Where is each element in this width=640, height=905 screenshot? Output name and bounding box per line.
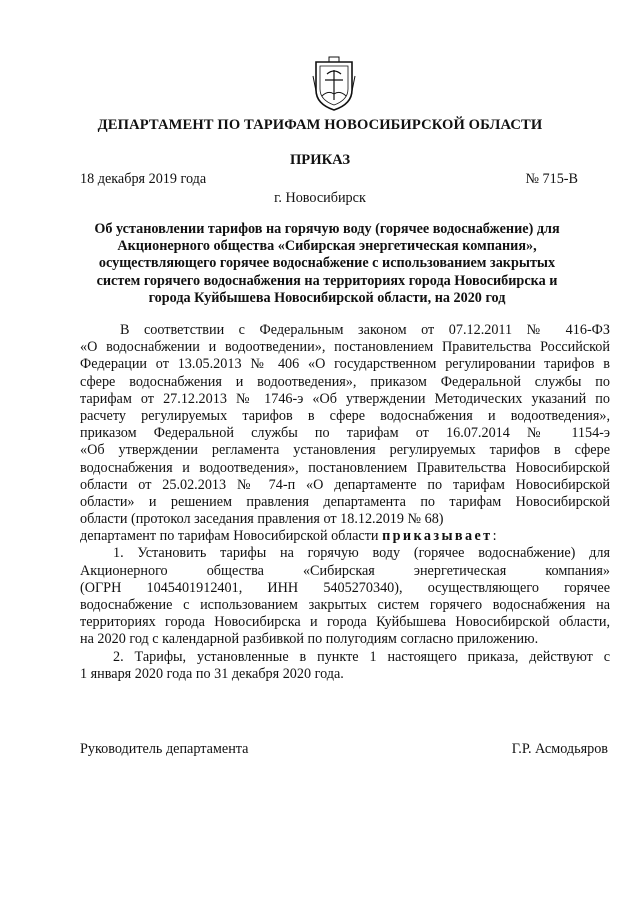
- item1-line: (ОГРН 1045401912401, ИНН 5405270340), осуществляющего горячее: [80, 579, 610, 596]
- signature-position: Руководитель департамента: [80, 741, 249, 757]
- subject-line: осуществляющего горячее водоснабжение с использованием закрытых: [98, 255, 556, 272]
- preamble-line: «Об утверждении регламента установления регулируемых тарифов в сфере: [80, 442, 610, 459]
- order-subject: [92, 221, 562, 307]
- decree-line: [80, 528, 610, 545]
- decree-intro: департамент по тарифам Новосибирской области: [80, 528, 383, 545]
- item1-line: Акционерного общества «Сибирская энергетическая компания»: [80, 562, 610, 579]
- preamble-line: тарифам от 27.12.2013 № 1746-э «Об утверждении Методических указаний по: [80, 390, 610, 407]
- item2-line: 2. Тарифы, установленные в пункте 1 настоящего приказа, действуют с: [113, 648, 610, 665]
- item1-line: на 2020 год с календарной разбивкой по полугодиям согласно приложению.: [80, 631, 539, 648]
- preamble-line: сфере водоснабжения и водоотведения», приказом Федеральной службы по: [80, 373, 610, 390]
- department-title: ДЕПАРТАМЕНТ ПО ТАРИФАМ НОВОСИБИРСКОЙ ОБЛАСТИ: [97, 117, 543, 133]
- order-city: г. Новосибирск: [274, 190, 366, 206]
- signature-name: Г.Р. Асмодьяров: [511, 741, 608, 757]
- item1-line: территориях города Новосибирска и города Куйбышева Новосибирской области,: [80, 614, 610, 631]
- order-body: [80, 322, 610, 683]
- subject-line: Об установлении тарифов на горячую воду (горячее водоснабжение) для: [94, 221, 560, 237]
- order-date: 18 декабря 2019 года: [80, 171, 207, 187]
- coat-of-arms-icon: [312, 56, 356, 112]
- preamble-line: расчету регулируемых тарифов в сфере водоснабжения и водоотведения»,: [80, 407, 610, 424]
- preamble-line: области от 25.02.2013 № 74-п «О департаменте по тарифам Новосибирской: [80, 476, 610, 493]
- subject-line: Акционерного общества «Сибирская энергетическая компания»,: [117, 238, 537, 255]
- preamble-line: Федерации от 13.05.2013 № 406 «О государственном регулировании тарифов в: [80, 356, 610, 373]
- preamble-line: области (протокол заседания правления от 18.12.2019 № 68): [80, 511, 444, 528]
- order-number: № 715-В: [525, 171, 578, 187]
- item2-line: 1 января 2020 года по 31 декабря 2020 года.: [80, 665, 344, 682]
- preamble-line: области» и решением правления департамента по тарифам Новосибирской: [80, 493, 610, 510]
- preamble-line: В соответствии с Федеральным законом от 07.12.2011 № 416-ФЗ: [120, 322, 610, 338]
- decree-word: приказывает: [382, 528, 493, 545]
- preamble-line: приказом Федеральной службы по тарифам от 16.07.2014 № 1154-э: [80, 425, 610, 442]
- preamble-line: «О водоснабжении и водоотведении», постановлением Правительства Российской: [80, 339, 610, 356]
- preamble-line: водоснабжения и водоотведения», постановлением Правительства Новосибирской: [80, 459, 610, 476]
- decree-colon: :: [492, 528, 497, 545]
- subject-line: систем горячего водоснабжения на территориях города Новосибирска и: [96, 272, 558, 289]
- document-type-title: ПРИКАЗ: [289, 152, 351, 168]
- subject-line: города Куйбышева Новосибирской области, на 2020 год: [148, 289, 506, 306]
- item1-line: водоснабжение с использованием закрытых систем горячего водоснабжения на: [80, 597, 610, 613]
- item1-line: 1. Установить тарифы на горячую воду (горячее водоснабжение) для: [113, 545, 610, 562]
